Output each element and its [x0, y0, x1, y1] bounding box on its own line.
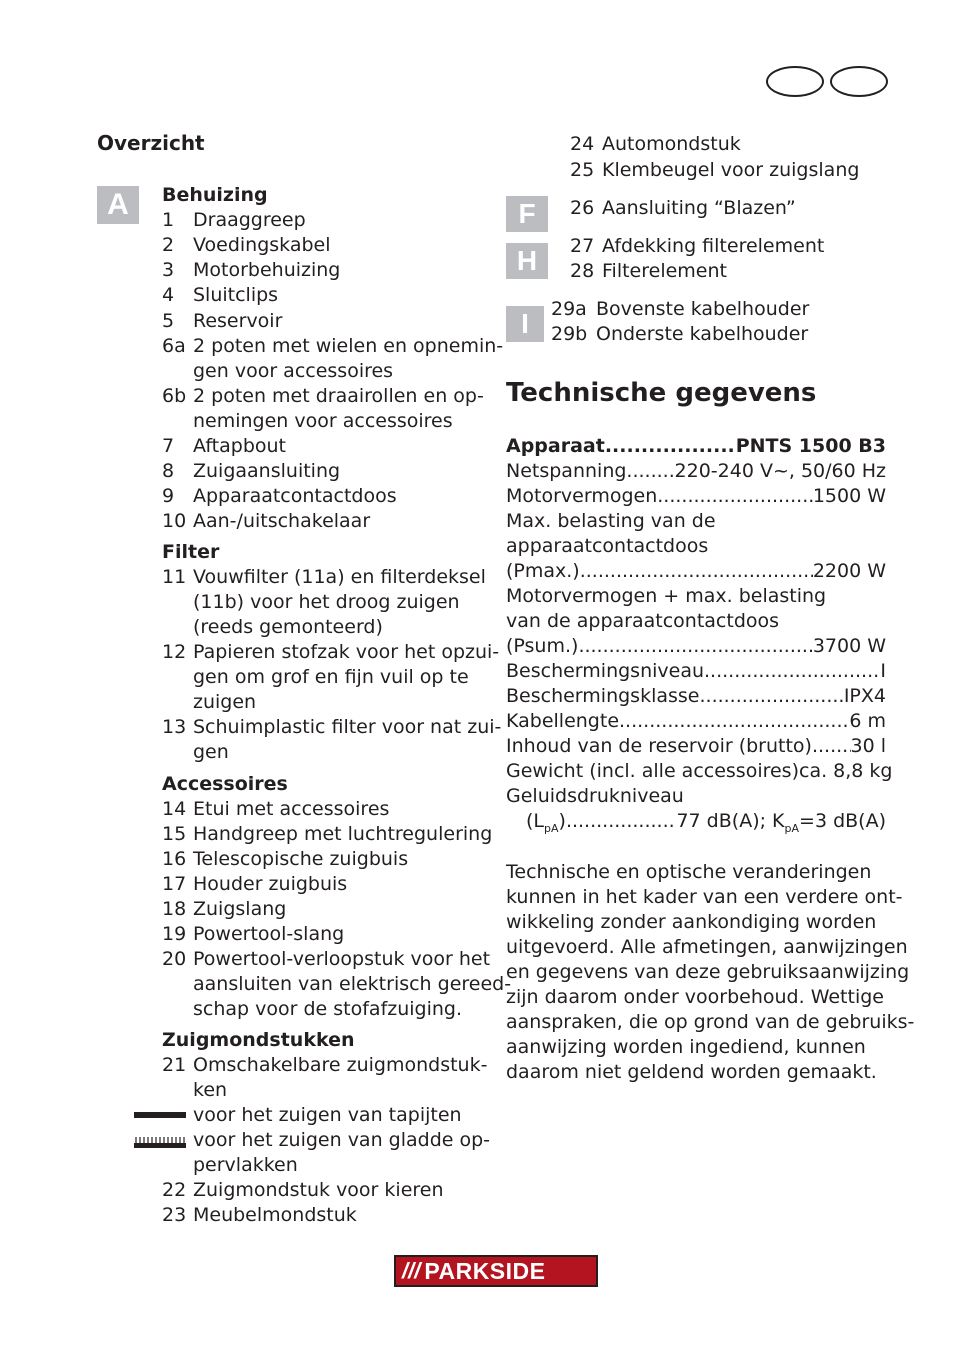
- paragraph-line: wikkeling zonder aankondiging worden: [506, 911, 877, 933]
- item-text: Zuigaansluiting: [193, 460, 341, 482]
- language-badge-2: [830, 66, 888, 97]
- item-text: 2 poten met draairollen en op-: [193, 385, 484, 407]
- item-text: aansluiten van elektrisch gereed-: [193, 973, 512, 995]
- spec-leader: [704, 659, 880, 684]
- item-number: 13: [162, 716, 187, 738]
- spec-value: ca. 8,8 kg: [799, 760, 893, 782]
- item-text: gen om grof en fijn vuil op te: [193, 666, 469, 688]
- spec-row: [506, 684, 886, 709]
- item-text: Aan-/uitschakelaar: [193, 510, 371, 532]
- item-number: 15: [162, 823, 187, 845]
- figure-badge-a: A: [97, 186, 139, 224]
- spec-label: apparaatcontactdoos: [506, 535, 709, 557]
- spec-row: [506, 634, 886, 659]
- item-number: 10: [162, 510, 187, 532]
- spec-row: [506, 509, 886, 534]
- item-text: Vouwfilter (11a) en filterdeksel: [193, 566, 486, 588]
- spec-row: [506, 534, 886, 559]
- item-text: Papieren stofzak voor het opzui-: [193, 641, 500, 663]
- item-number: 9: [162, 485, 175, 507]
- item-text: Reservoir: [193, 310, 283, 332]
- item-number: 6a: [162, 335, 186, 357]
- item-number: 2: [162, 234, 175, 256]
- spec-value: 220-240 V~, 50/60 Hz: [674, 460, 886, 482]
- spec-label: Netspanning: [506, 460, 627, 482]
- item-text: Automondstuk: [602, 133, 741, 155]
- figure-badge-i: I: [506, 306, 544, 342]
- spec-label: (Pmax.): [506, 560, 580, 582]
- item-text: Bovenste kabelhouder: [596, 298, 810, 320]
- item-text: (reeds gemonteerd): [193, 616, 383, 638]
- item-number: 6b: [162, 385, 187, 407]
- spec-value: 6 m: [849, 710, 886, 732]
- paragraph-line: uitgevoerd. Alle afmetingen, aanwijzingen: [506, 936, 908, 958]
- spec-row: [506, 659, 886, 684]
- item-text: Handgreep met luchtregulering: [193, 823, 493, 845]
- item-number: 20: [162, 948, 187, 970]
- spec-label: Motorvermogen: [506, 485, 658, 507]
- spec-label: $(L_{pA})$: [526, 810, 566, 835]
- logo-text: PARKSIDE: [424, 1257, 546, 1284]
- item-text: Motorbehuizing: [193, 259, 341, 281]
- item-text: Aftapbout: [193, 435, 287, 457]
- item-text: Aansluiting “Blazen”: [602, 197, 796, 219]
- item-text: voor het zuigen van tapijten: [193, 1104, 462, 1126]
- figure-badge-f: F: [506, 196, 548, 232]
- item-text: gen voor accessoires: [193, 360, 394, 382]
- spec-label: Beschermingsniveau: [506, 660, 705, 682]
- item-number: 7: [162, 435, 175, 457]
- spec-leader: [578, 634, 812, 659]
- item-number: 29a: [551, 298, 587, 320]
- item-text: gen: [193, 741, 229, 763]
- language-badges: [766, 66, 890, 100]
- item-text: Powertool-verloopstuk voor het: [193, 948, 491, 970]
- item-number: 29b: [551, 323, 588, 345]
- item-text: Draaggreep: [193, 209, 306, 231]
- item-number: 16: [162, 848, 187, 870]
- item-number: 11: [162, 566, 187, 588]
- item-text: 2 poten met wielen en opnemin-: [193, 335, 504, 357]
- group-heading-behuizing: Behuizing: [162, 184, 268, 206]
- item-text: Houder zuigbuis: [193, 873, 348, 895]
- group-heading-zuigmondstukken: Zuigmondstukken: [162, 1029, 355, 1051]
- group-heading-accessoires: Accessoires: [162, 773, 288, 795]
- spec-leader: [626, 459, 674, 484]
- spec-label: (Psum.): [506, 635, 579, 657]
- item-text: Sluitclips: [193, 284, 279, 306]
- logo-slashes: ///: [402, 1258, 421, 1283]
- spec-label: Gewicht (incl. alle accessoires): [506, 760, 799, 782]
- item-text: schap voor de stofafzuiging.: [193, 998, 463, 1020]
- item-text: Omschakelbare zuigmondstuk-: [193, 1054, 488, 1076]
- item-number: 5: [162, 310, 175, 332]
- item-number: 22: [162, 1179, 187, 1201]
- spec-leader: [580, 559, 813, 584]
- item-number: 24: [570, 133, 595, 155]
- carpet-nozzle-icon: [134, 1112, 186, 1118]
- paragraph-line: aanwijzing worden ingediend, kunnen: [506, 1036, 866, 1058]
- paragraph-line: Technische en optische veranderingen: [506, 861, 872, 883]
- spec-row: [506, 709, 886, 734]
- spec-label: Beschermingsklasse: [506, 685, 700, 707]
- item-text: Zuigmondstuk voor kieren: [193, 1179, 444, 1201]
- paragraph-line: kunnen in het kader van een verdere ont-: [506, 886, 903, 908]
- item-number: 19: [162, 923, 187, 945]
- spec-leader: [566, 809, 677, 841]
- item-number: 12: [162, 641, 187, 663]
- item-text: ken: [193, 1079, 228, 1101]
- item-text: Etui met accessoires: [193, 798, 390, 820]
- item-text: Apparaatcontactdoos: [193, 485, 397, 507]
- paragraph-line: en gegevens van deze gebruiksaanwijzing: [506, 961, 910, 983]
- item-text: Meubelmondstuk: [193, 1204, 357, 1226]
- spec-row: [506, 559, 886, 584]
- spec-leader: [619, 709, 849, 734]
- technical-data-heading: Technische gegevens: [506, 378, 817, 408]
- item-number: 3: [162, 259, 175, 281]
- overview-heading: Overzicht: [97, 131, 205, 155]
- item-text: zuigen: [193, 691, 257, 713]
- item-text: voor het zuigen van gladde op-: [193, 1129, 491, 1151]
- spec-row: [506, 784, 886, 809]
- item-text: Schuimplastic filter voor nat zui-: [193, 716, 502, 738]
- spec-label: Max. belasting van de: [506, 510, 716, 532]
- hard-floor-nozzle-icon: [134, 1137, 186, 1148]
- spec-row: [506, 484, 886, 509]
- spec-label: Inhoud van de reservoir (brutto): [506, 735, 812, 757]
- spec-value: 1500 W: [812, 485, 886, 507]
- spec-label: Kabellengte: [506, 710, 620, 732]
- parkside-logo: [394, 1255, 598, 1287]
- spec-row: [506, 434, 886, 459]
- language-badge-1: [766, 66, 824, 97]
- item-text: pervlakken: [193, 1154, 298, 1176]
- spec-row-sound: [506, 809, 886, 841]
- item-text: (11b) voor het droog zuigen: [193, 591, 460, 613]
- spec-row: [506, 459, 886, 484]
- spec-leader: [699, 684, 843, 709]
- paragraph-line: daarom niet geldend worden gemaakt.: [506, 1061, 877, 1083]
- item-number: 17: [162, 873, 187, 895]
- item-text: Voedingskabel: [193, 234, 331, 256]
- disclaimer-paragraph: [506, 860, 915, 1085]
- spec-row: [506, 759, 893, 784]
- item-number: 21: [162, 1054, 187, 1076]
- item-number: 18: [162, 898, 187, 920]
- item-number: 1: [162, 209, 175, 231]
- spec-label: Apparaat: [506, 435, 605, 457]
- spec-leader: [657, 484, 813, 509]
- item-text: Zuigslang: [193, 898, 287, 920]
- spec-label: Geluidsdrukniveau: [506, 785, 684, 807]
- item-text: Powertool-slang: [193, 923, 345, 945]
- item-number: 26: [570, 197, 595, 219]
- item-number: 23: [162, 1204, 187, 1226]
- item-number: 25: [570, 159, 595, 181]
- item-text: Klembeugel voor zuigslang: [602, 159, 860, 181]
- spec-row: [506, 609, 886, 634]
- spec-value: 77 dB(A); $K_{pA}=3$ dB(A): [676, 810, 886, 835]
- spec-value: I: [880, 660, 886, 682]
- spec-label: Motorvermogen + max. belasting: [506, 585, 827, 607]
- spec-value: PNTS 1500 B3: [735, 435, 886, 457]
- item-number: 8: [162, 460, 175, 482]
- spec-value: 2200 W: [812, 560, 886, 582]
- spec-value: 3700 W: [812, 635, 886, 657]
- paragraph-line: aanspraken, die op grond van de gebruiks-: [506, 1011, 915, 1033]
- spec-value: 30 l: [850, 735, 886, 757]
- item-text: Filterelement: [602, 260, 727, 282]
- spec-leader: [812, 734, 851, 759]
- spec-label: van de apparaatcontactdoos: [506, 610, 780, 632]
- figure-badge-h: H: [506, 243, 548, 279]
- item-number: 28: [570, 260, 595, 282]
- item-text: Telescopische zuigbuis: [193, 848, 409, 870]
- item-text: nemingen voor accessoires: [193, 410, 453, 432]
- item-number: 14: [162, 798, 187, 820]
- spec-row: [506, 584, 886, 609]
- spec-value: IPX4: [843, 685, 886, 707]
- item-text: Afdekking filterelement: [602, 235, 825, 257]
- spec-row: [506, 734, 886, 759]
- group-heading-filter: Filter: [162, 541, 220, 563]
- item-number: 4: [162, 284, 175, 306]
- item-text: Onderste kabelhouder: [596, 323, 809, 345]
- spec-leader: [605, 434, 736, 459]
- item-number: 27: [570, 235, 595, 257]
- paragraph-line: zijn daarom onder voorbehoud. Wettige: [506, 986, 884, 1008]
